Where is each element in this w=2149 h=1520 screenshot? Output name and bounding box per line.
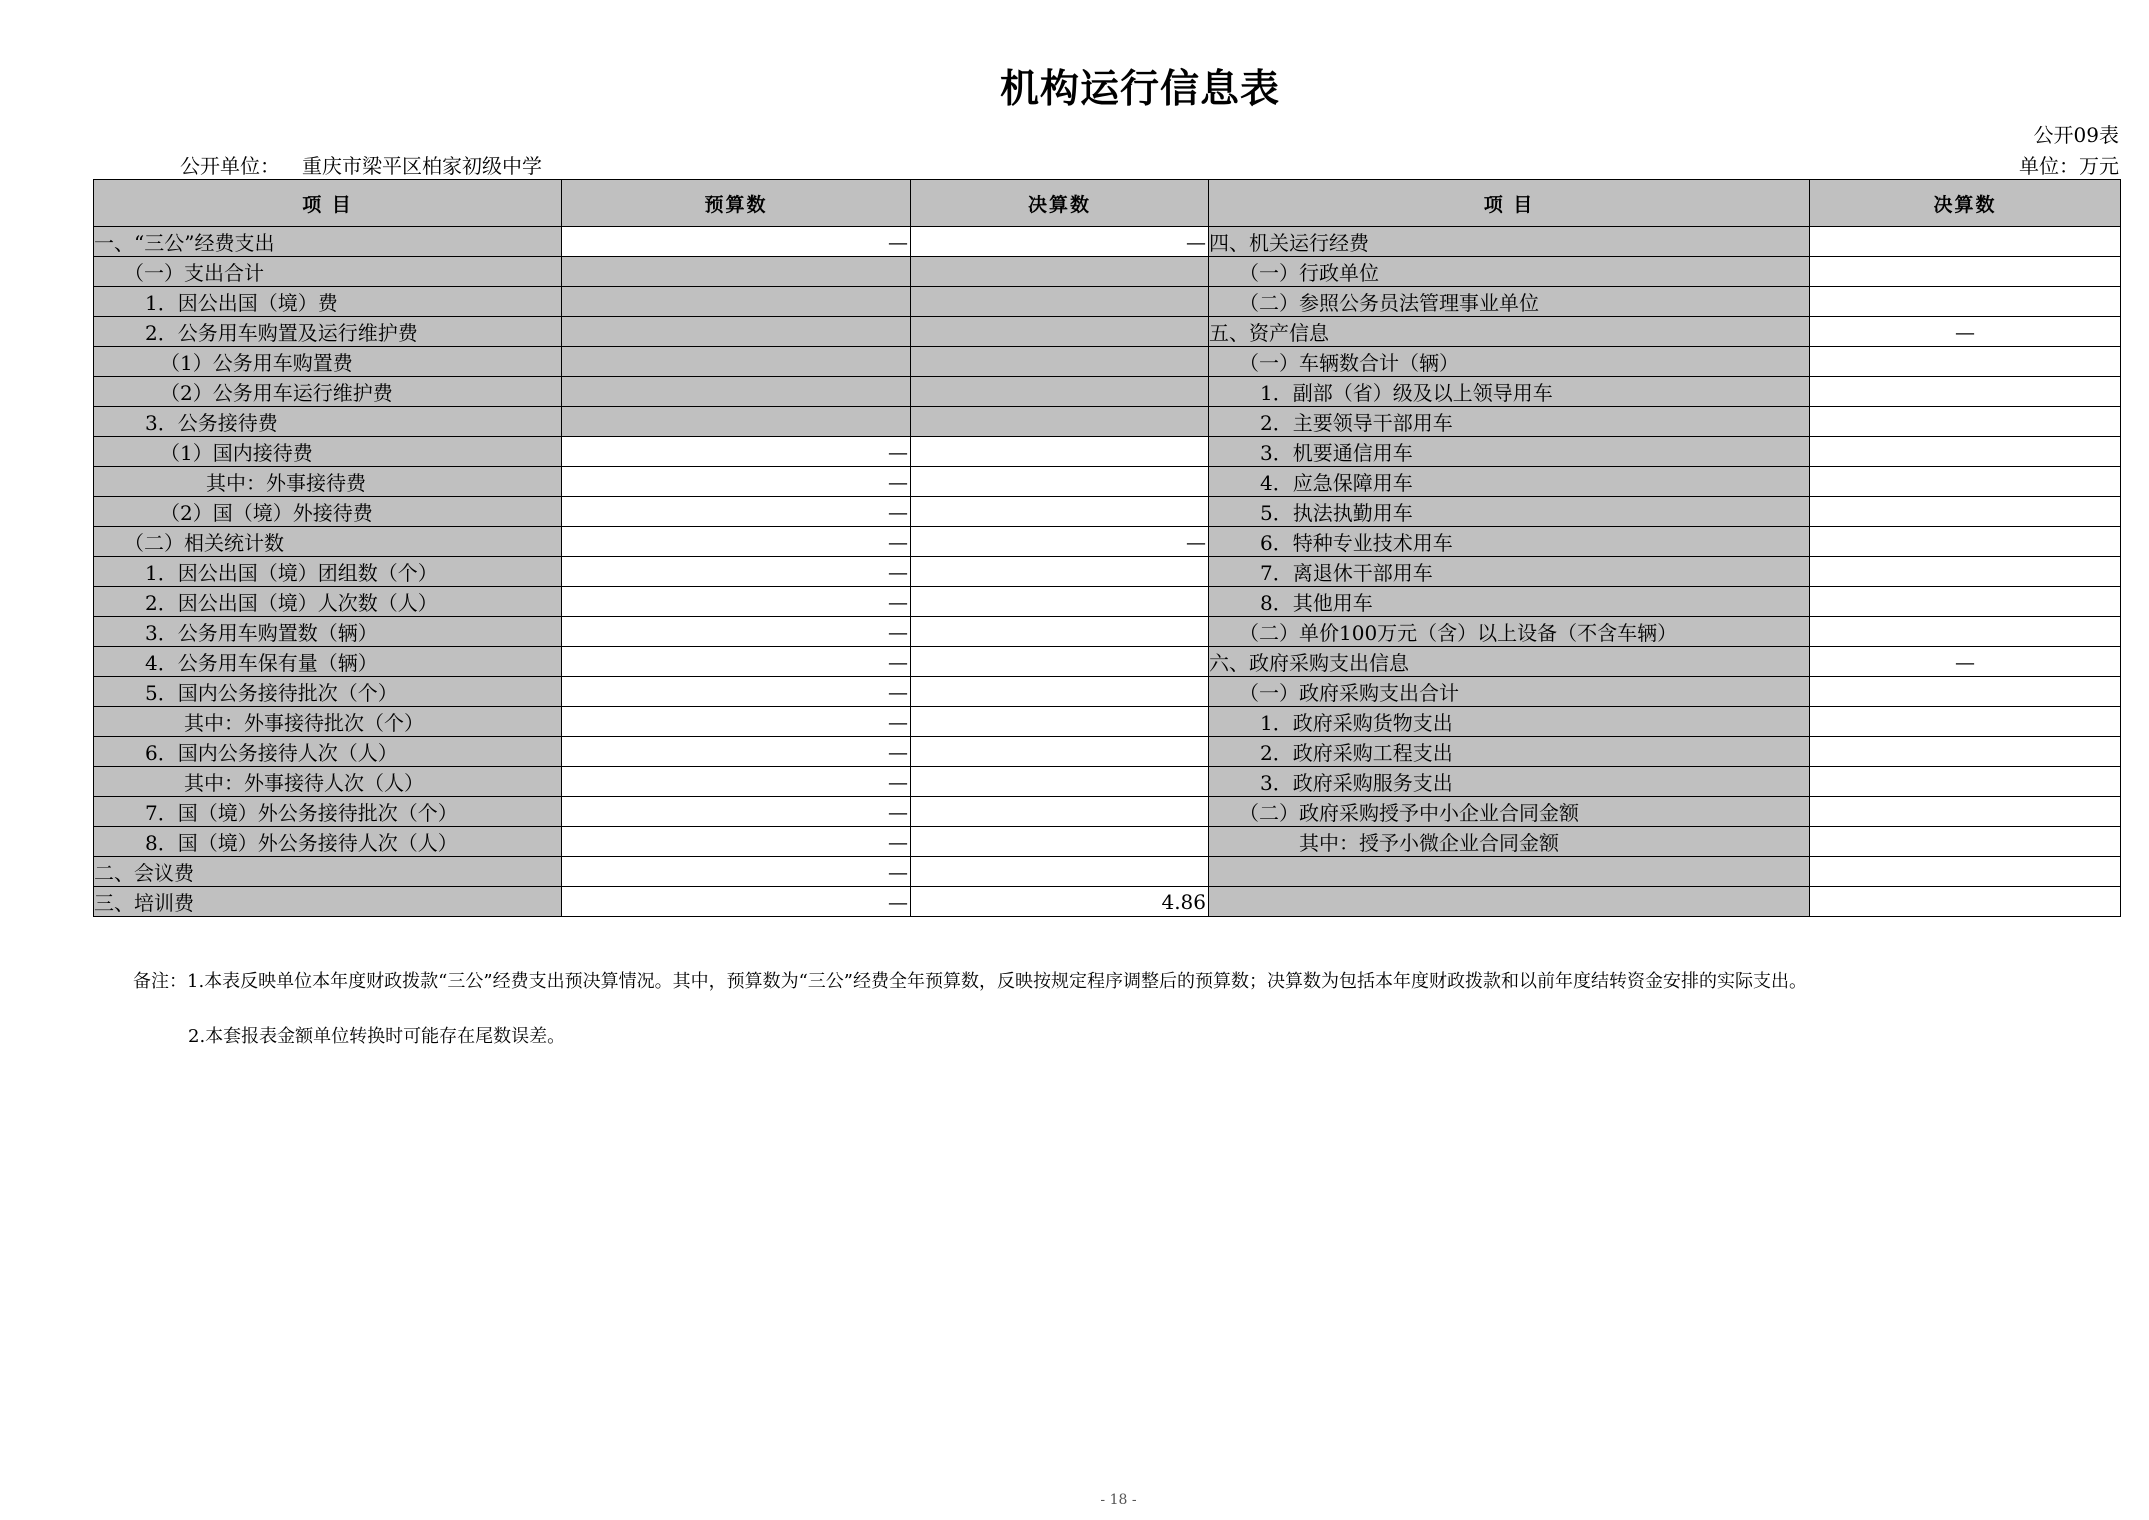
row-item-left	[94, 377, 562, 407]
header-left-item: 项 目	[94, 180, 562, 227]
row-final-value: —	[911, 227, 1209, 257]
table-row	[94, 437, 2121, 467]
table-row	[94, 347, 2121, 377]
row-item-right-label: 3．政府采购服务支出	[1260, 771, 1453, 795]
row-right-final-value: —	[1810, 647, 2121, 677]
header-right-final: 决算数	[1810, 180, 2121, 227]
row-final-value	[911, 767, 1209, 797]
row-budget-value: —	[562, 527, 911, 557]
row-item-right-label: 2．主要领导干部用车	[1260, 411, 1453, 435]
row-final-value	[911, 317, 1209, 347]
row-item-right	[1209, 647, 1810, 677]
row-budget-value: —	[562, 647, 911, 677]
row-item-left-label: 2．因公出国（境）人次数（人）	[145, 591, 438, 615]
row-item-right	[1209, 707, 1810, 737]
row-item-right-label: （二）政府采购授予中小企业合同金额	[1239, 801, 1579, 825]
row-budget-value	[562, 257, 911, 287]
row-final-value: 4.86	[911, 887, 1209, 917]
row-budget-value: —	[562, 497, 911, 527]
row-item-right	[1209, 587, 1810, 617]
row-item-right-label: 4．应急保障用车	[1260, 471, 1413, 495]
row-item-left-label: 其中：外事接待费	[206, 471, 366, 495]
row-budget-value: —	[562, 677, 911, 707]
row-item-right	[1209, 557, 1810, 587]
row-item-left-label: （二）相关统计数	[124, 531, 284, 555]
row-budget-value: —	[562, 557, 911, 587]
table-header-row	[94, 180, 2121, 227]
row-item-left-label: 3．公务接待费	[145, 411, 278, 435]
row-item-left-label: 一、“三公”经费支出	[94, 231, 275, 255]
row-item-left	[94, 587, 562, 617]
row-final-value	[911, 287, 1209, 317]
row-item-right	[1209, 527, 1810, 557]
row-final-value	[911, 257, 1209, 287]
table-row	[94, 857, 2121, 887]
table-row	[94, 227, 2121, 257]
row-item-left-label: 2．公务用车购置及运行维护费	[145, 321, 418, 345]
row-budget-value: —	[562, 767, 911, 797]
row-budget-value: —	[562, 737, 911, 767]
table-row	[94, 587, 2121, 617]
table-row	[94, 257, 2121, 287]
row-item-right-label: 1．副部（省）级及以上领导用车	[1260, 381, 1553, 405]
row-final-value	[911, 857, 1209, 887]
row-right-final-value	[1810, 347, 2121, 377]
row-item-right	[1209, 617, 1810, 647]
row-item-left-label: 其中：外事接待批次（个）	[184, 711, 424, 735]
row-item-left-label: 6．国内公务接待人次（人）	[145, 741, 398, 765]
row-budget-value	[562, 347, 911, 377]
page-number: - 18 -	[1100, 1492, 1137, 1508]
row-final-value	[911, 347, 1209, 377]
row-item-right-label: 5．执法执勤用车	[1260, 501, 1413, 525]
row-item-right-label: 3．机要通信用车	[1260, 441, 1413, 465]
row-item-right	[1209, 737, 1810, 767]
form-number: 公开09表	[2033, 123, 2119, 147]
row-budget-value: —	[562, 857, 911, 887]
row-final-value	[911, 827, 1209, 857]
row-item-left-label: 5．国内公务接待批次（个）	[145, 681, 398, 705]
row-item-left	[94, 827, 562, 857]
header-final: 决算数	[911, 180, 1209, 227]
row-item-right-label: 6．特种专业技术用车	[1260, 531, 1453, 555]
row-item-right	[1209, 257, 1810, 287]
row-item-right	[1209, 437, 1810, 467]
row-right-final-value	[1810, 227, 2121, 257]
row-right-final-value	[1810, 797, 2121, 827]
row-item-left	[94, 317, 562, 347]
reporting-unit-name: 重庆市梁平区柏家初级中学	[302, 154, 542, 178]
row-final-value	[911, 737, 1209, 767]
row-item-left-label: 1．因公出国（境）团组数（个）	[145, 561, 438, 585]
row-item-right-label: （一）车辆数合计（辆）	[1239, 351, 1459, 375]
row-budget-value	[562, 377, 911, 407]
row-item-left	[94, 767, 562, 797]
row-item-right	[1209, 347, 1810, 377]
row-budget-value: —	[562, 437, 911, 467]
row-item-right-label: 7．离退休干部用车	[1260, 561, 1433, 585]
row-item-right-label: （一）行政单位	[1239, 261, 1379, 285]
row-item-left	[94, 527, 562, 557]
row-item-left	[94, 467, 562, 497]
row-item-right	[1209, 467, 1810, 497]
header-budget: 预算数	[562, 180, 911, 227]
row-right-final-value	[1810, 467, 2121, 497]
row-right-final-value: —	[1810, 317, 2121, 347]
row-item-left	[94, 407, 562, 437]
row-budget-value: —	[562, 467, 911, 497]
row-item-left	[94, 287, 562, 317]
row-item-left	[94, 677, 562, 707]
row-item-right-label: 2．政府采购工程支出	[1260, 741, 1453, 765]
page-title: 机构运行信息表	[999, 67, 1280, 112]
table-row	[94, 887, 2121, 917]
row-item-right	[1209, 407, 1810, 437]
row-right-final-value	[1810, 767, 2121, 797]
table-row	[94, 377, 2121, 407]
row-budget-value	[562, 407, 911, 437]
row-item-left-label: 二、会议费	[94, 861, 194, 885]
row-right-final-value	[1810, 857, 2121, 887]
row-budget-value	[562, 317, 911, 347]
row-item-left	[94, 647, 562, 677]
row-item-right-label: 五、资产信息	[1209, 321, 1329, 345]
header-right-item: 项 目	[1209, 180, 1810, 227]
row-item-right-label: （二）单价100万元（含）以上设备（不含车辆）	[1239, 621, 1678, 645]
row-item-right	[1209, 857, 1810, 887]
table-row	[94, 467, 2121, 497]
row-item-left	[94, 857, 562, 887]
row-item-left-label: 7．国（境）外公务接待批次（个）	[145, 801, 458, 825]
note-1: 备注：1.本表反映单位本年度财政拨款“三公”经费支出预决算情况。其中，预算数为“三公”经费全年预算数，反映按规定程序调整后的预算数；决算数为包括本年度财政拨款和以前年度结转资金安排的实际支出。	[133, 971, 1807, 992]
row-item-left	[94, 437, 562, 467]
row-final-value	[911, 377, 1209, 407]
table-row	[94, 707, 2121, 737]
row-budget-value: —	[562, 227, 911, 257]
row-final-value	[911, 407, 1209, 437]
row-final-value	[911, 677, 1209, 707]
reporting-unit	[180, 150, 564, 179]
row-final-value: —	[911, 527, 1209, 557]
row-item-right	[1209, 497, 1810, 527]
row-item-left	[94, 887, 562, 917]
row-item-left-label: 4．公务用车保有量（辆）	[145, 651, 378, 675]
row-budget-value: —	[562, 797, 911, 827]
table-row	[94, 767, 2121, 797]
row-right-final-value	[1810, 887, 2121, 917]
row-item-right-label: （二）参照公务员法管理事业单位	[1239, 291, 1539, 315]
money-unit: 单位：万元	[2019, 154, 2119, 178]
table-row	[94, 317, 2121, 347]
row-right-final-value	[1810, 497, 2121, 527]
row-item-left	[94, 347, 562, 377]
row-item-left-label: （2）国（境）外接待费	[160, 501, 373, 525]
row-final-value	[911, 557, 1209, 587]
table-row	[94, 497, 2121, 527]
row-budget-value: —	[562, 887, 911, 917]
row-item-left-label: 8．国（境）外公务接待人次（人）	[145, 831, 458, 855]
row-right-final-value	[1810, 587, 2121, 617]
row-item-left-label: 3．公务用车购置数（辆）	[145, 621, 378, 645]
row-right-final-value	[1810, 827, 2121, 857]
row-item-left	[94, 707, 562, 737]
row-final-value	[911, 497, 1209, 527]
row-item-right-label: 1．政府采购货物支出	[1260, 711, 1453, 735]
row-right-final-value	[1810, 617, 2121, 647]
row-item-right-label: 四、机关运行经费	[1209, 231, 1369, 255]
row-item-left-label: （2）公务用车运行维护费	[160, 381, 393, 405]
row-right-final-value	[1810, 287, 2121, 317]
row-item-left	[94, 497, 562, 527]
row-item-left	[94, 617, 562, 647]
row-item-right	[1209, 287, 1810, 317]
row-right-final-value	[1810, 557, 2121, 587]
row-item-right-label: 六、政府采购支出信息	[1209, 651, 1409, 675]
table-row	[94, 737, 2121, 767]
row-item-right	[1209, 767, 1810, 797]
note-2: 2.本套报表金额单位转换时可能存在尾数误差。	[188, 1026, 566, 1047]
row-item-right	[1209, 827, 1810, 857]
row-final-value	[911, 797, 1209, 827]
row-right-final-value	[1810, 677, 2121, 707]
row-item-right-label: （一）政府采购支出合计	[1239, 681, 1459, 705]
row-budget-value: —	[562, 587, 911, 617]
institution-operation-table	[93, 179, 2121, 917]
row-budget-value: —	[562, 827, 911, 857]
row-item-left-label: 其中：外事接待人次（人）	[184, 771, 424, 795]
row-right-final-value	[1810, 707, 2121, 737]
row-item-right	[1209, 227, 1810, 257]
table-row	[94, 557, 2121, 587]
row-item-left	[94, 227, 562, 257]
row-item-right	[1209, 887, 1810, 917]
row-right-final-value	[1810, 257, 2121, 287]
row-item-right	[1209, 797, 1810, 827]
row-right-final-value	[1810, 437, 2121, 467]
table-row	[94, 407, 2121, 437]
row-final-value	[911, 617, 1209, 647]
table-row	[94, 617, 2121, 647]
row-item-right	[1209, 677, 1810, 707]
row-item-left-label: （一）支出合计	[124, 261, 264, 285]
row-final-value	[911, 437, 1209, 467]
row-item-right-label: 其中：授予小微企业合同金额	[1299, 831, 1559, 855]
row-item-left	[94, 737, 562, 767]
row-budget-value: —	[562, 707, 911, 737]
row-item-left-label: 三、培训费	[94, 891, 194, 915]
row-budget-value: —	[562, 617, 911, 647]
row-final-value	[911, 587, 1209, 617]
row-item-right-label: 8．其他用车	[1260, 591, 1373, 615]
row-item-right	[1209, 317, 1810, 347]
table-row	[94, 287, 2121, 317]
table-row	[94, 647, 2121, 677]
table-row	[94, 677, 2121, 707]
row-final-value	[911, 647, 1209, 677]
row-item-left	[94, 257, 562, 287]
row-item-right	[1209, 377, 1810, 407]
reporting-unit-label: 公开单位：	[180, 154, 280, 178]
row-right-final-value	[1810, 737, 2121, 767]
row-final-value	[911, 467, 1209, 497]
row-right-final-value	[1810, 407, 2121, 437]
row-item-left-label: 1．因公出国（境）费	[145, 291, 338, 315]
row-right-final-value	[1810, 527, 2121, 557]
row-final-value	[911, 707, 1209, 737]
table-row	[94, 827, 2121, 857]
table-row	[94, 797, 2121, 827]
table-row	[94, 527, 2121, 557]
row-item-left	[94, 557, 562, 587]
row-budget-value	[562, 287, 911, 317]
row-item-left-label: （1）公务用车购置费	[160, 351, 353, 375]
row-right-final-value	[1810, 377, 2121, 407]
row-item-left	[94, 797, 562, 827]
row-item-left-label: （1）国内接待费	[160, 441, 313, 465]
